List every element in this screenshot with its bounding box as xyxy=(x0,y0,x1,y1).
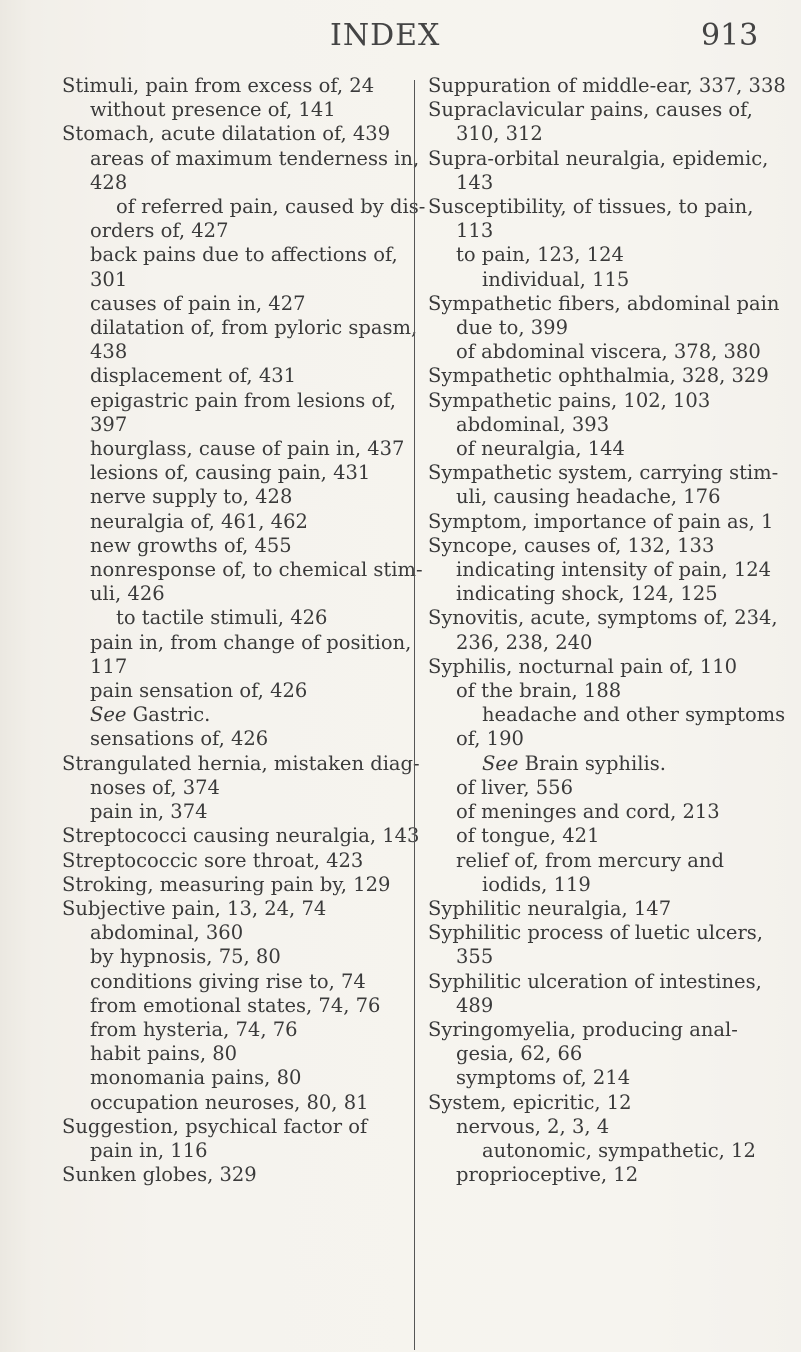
index-entry: Supraclavicular pains, causes of, xyxy=(428,98,753,122)
index-entry: orders of, 427 xyxy=(90,219,229,243)
index-entry: of neuralgia, 144 xyxy=(456,437,625,461)
index-entry: See Brain syphilis. xyxy=(482,751,666,775)
index-entry: dilatation of, from pyloric spasm, xyxy=(90,316,418,340)
index-entry: to tactile stimuli, 426 xyxy=(116,606,328,630)
index-entry: of abdominal viscera, 378, 380 xyxy=(456,340,761,364)
index-entry: 489 xyxy=(456,993,494,1017)
index-entry: monomania pains, 80 xyxy=(90,1066,302,1090)
index-entry: of, 190 xyxy=(456,727,524,751)
index-entry: relief of, from mercury and xyxy=(456,848,724,872)
index-entry: symptoms of, 214 xyxy=(456,1066,631,1090)
index-entry: nerve supply to, 428 xyxy=(90,485,293,509)
index-entry: Syncope, causes of, 132, 133 xyxy=(428,533,715,557)
index-entry: Susceptibility, of tissues, to pain, xyxy=(428,195,754,219)
index-entry: from emotional states, 74, 76 xyxy=(90,993,381,1017)
index-entry: Stimuli, pain from excess of, 24 xyxy=(62,74,375,97)
index-entry: hourglass, cause of pain in, 437 xyxy=(90,437,405,461)
index-entry: Syphilitic neuralgia, 147 xyxy=(428,896,672,920)
index-entry: 117 xyxy=(90,654,128,678)
index-entry: Sunken globes, 329 xyxy=(62,1163,257,1187)
index-entry: Supra-orbital neuralgia, epidemic, xyxy=(428,146,769,170)
index-entry: individual, 115 xyxy=(482,267,630,291)
page-title: INDEX xyxy=(330,18,441,53)
index-entry: Syphilitic ulceration of intestines, xyxy=(428,969,762,993)
index-entry: proprioceptive, 12 xyxy=(456,1163,639,1187)
index-entry: nonresponse of, to chemical stim- xyxy=(90,558,423,582)
index-entry: of tongue, 421 xyxy=(456,824,600,848)
index-entry: abdominal, 393 xyxy=(456,412,610,436)
index-entry: Suppuration of middle-ear, 337, 338 xyxy=(428,74,786,97)
index-entry: by hypnosis, 75, 80 xyxy=(90,945,281,969)
index-entry: 310, 312 xyxy=(456,122,543,146)
index-entry: epigastric pain from lesions of, xyxy=(90,388,396,412)
index-entry: conditions giving rise to, 74 xyxy=(90,969,366,993)
index-entry: displacement of, 431 xyxy=(90,364,297,388)
index-entry: Synovitis, acute, symptoms of, 234, xyxy=(428,606,778,630)
index-entry: headache and other symptoms xyxy=(482,703,786,727)
index-entry: of meninges and cord, 213 xyxy=(456,800,720,824)
index-entry: autonomic, sympathetic, 12 xyxy=(482,1138,756,1162)
index-entry: indicating intensity of pain, 124 xyxy=(456,558,772,582)
left-index-column xyxy=(62,74,426,1187)
index-entry: pain in, 116 xyxy=(90,1138,208,1162)
index-entry: 397 xyxy=(90,412,128,436)
index-entry: 301 xyxy=(90,267,128,291)
index-entry: 236, 238, 240 xyxy=(456,630,593,654)
index-entry: System, epicritic, 12 xyxy=(428,1090,632,1114)
running-head xyxy=(0,18,801,58)
index-entry: pain in, from change of position, xyxy=(90,630,412,654)
index-entry: due to, 399 xyxy=(456,316,568,340)
index-entry: gesia, 62, 66 xyxy=(456,1042,583,1066)
index-entry: 355 xyxy=(456,945,494,969)
index-entry: causes of pain in, 427 xyxy=(90,291,306,315)
index-entry: Symptom, importance of pain as, 1 xyxy=(428,509,774,533)
index-entry: uli, causing headache, 176 xyxy=(456,485,721,509)
index-entry: sensations of, 426 xyxy=(90,727,269,751)
column-divider xyxy=(414,80,415,1350)
index-entry: Syringomyelia, producing anal- xyxy=(428,1017,738,1041)
index-entry: Sympathetic ophthalmia, 328, 329 xyxy=(428,364,769,388)
index-entry: of liver, 556 xyxy=(456,775,573,799)
index-entry: abdominal, 360 xyxy=(90,921,244,945)
index-entry: noses of, 374 xyxy=(90,775,220,799)
index-entry: areas of maximum tenderness in, xyxy=(90,146,420,170)
index-entry: Syphilis, nocturnal pain of, 110 xyxy=(428,654,738,678)
index-entry: Stomach, acute dilatation of, 439 xyxy=(62,122,391,146)
index-entry: Suggestion, psychical factor of xyxy=(62,1114,368,1138)
index-entry: of referred pain, caused by dis- xyxy=(116,195,426,219)
index-entry: See Gastric. xyxy=(90,703,211,727)
right-index-column xyxy=(428,74,786,1187)
index-entry: iodids, 119 xyxy=(482,872,591,896)
index-entry: 143 xyxy=(456,170,494,194)
index-entry: Sympathetic pains, 102, 103 xyxy=(428,388,711,412)
index-entry: nervous, 2, 3, 4 xyxy=(456,1114,610,1138)
index-entry: habit pains, 80 xyxy=(90,1042,238,1066)
index-entry: neuralgia of, 461, 462 xyxy=(90,509,308,533)
index-entry: back pains due to affections of, xyxy=(90,243,398,267)
index-entry: lesions of, causing pain, 431 xyxy=(90,461,371,485)
index-entry: indicating shock, 124, 125 xyxy=(456,582,718,606)
index-entry: Strangulated hernia, mistaken diag- xyxy=(62,751,420,775)
index-entry: Subjective pain, 13, 24, 74 xyxy=(62,896,327,920)
index-entry: pain in, 374 xyxy=(90,800,208,824)
index-entry: Sympathetic fibers, abdominal pain xyxy=(428,291,780,315)
index-entry: Streptococci causing neuralgia, 143 xyxy=(62,824,420,848)
index-entry: of the brain, 188 xyxy=(456,679,622,703)
index-entry: 428 xyxy=(90,170,128,194)
index-entry: pain sensation of, 426 xyxy=(90,679,308,703)
index-entry: uli, 426 xyxy=(90,582,165,606)
index-entry: to pain, 123, 124 xyxy=(456,243,624,267)
index-entry: new growths of, 455 xyxy=(90,533,292,557)
index-entry: without presence of, 141 xyxy=(90,98,336,122)
page-number: 913 xyxy=(701,18,759,53)
index-entry: Syphilitic process of luetic ulcers, xyxy=(428,921,764,945)
index-entry: 113 xyxy=(456,219,494,243)
index-entry: Stroking, measuring pain by, 129 xyxy=(62,872,391,896)
index-entry: 438 xyxy=(90,340,128,364)
index-entry: Streptococcic sore throat, 423 xyxy=(62,848,364,872)
index-entry: occupation neuroses, 80, 81 xyxy=(90,1090,369,1114)
index-entry: from hysteria, 74, 76 xyxy=(90,1017,298,1041)
index-entry: Sympathetic system, carrying stim- xyxy=(428,461,779,485)
